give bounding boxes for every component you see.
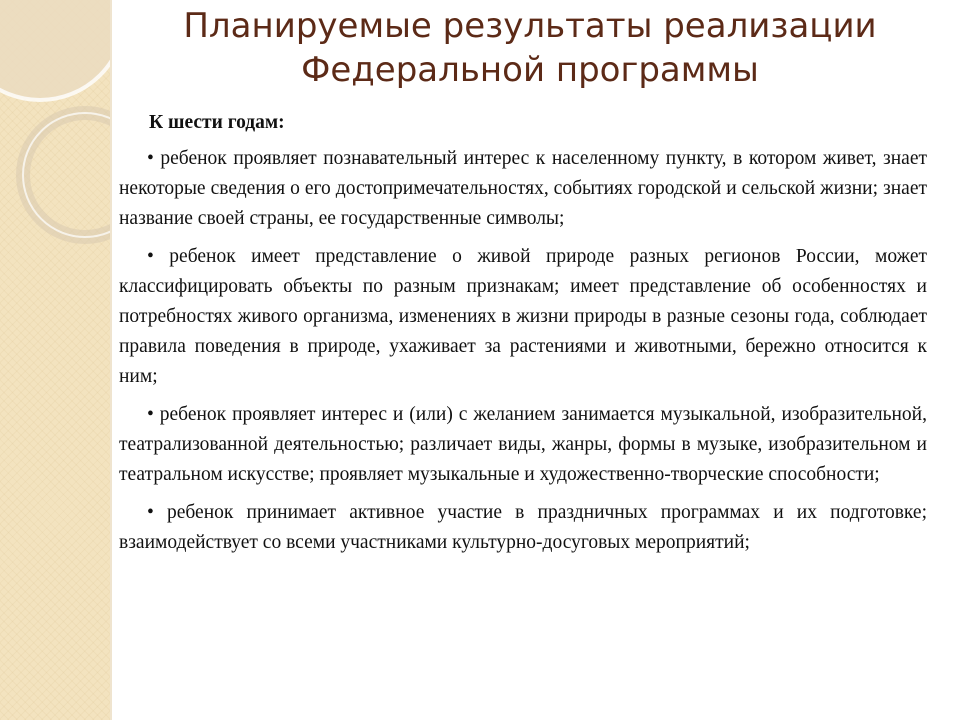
decorative-side-strip: [0, 0, 110, 720]
slide-content: [119, 108, 927, 566]
decorative-divider: [110, 0, 112, 720]
bullet-paragraph: • ребенок проявляет интерес и (или) с желанием занимается музыкальной, изобразительной, театрализованной деятельностью; различает виды, жанры, формы в музыке, изобразительном и театральном искусстве; проявляет музыкальные и художественно-творческие способности;: [119, 404, 927, 485]
slide-title: Планируемые результаты реализации Федеральной программы: [183, 6, 877, 90]
bullet-paragraph: • ребенок принимает активное участие в праздничных программах и их подготовке; взаимодействует со всеми участниками культурно-досуговых мероприятий;: [119, 502, 927, 553]
decorative-circles-icon: [0, 0, 110, 720]
bullet-paragraph: • ребенок имеет представление о живой природе разных регионов России, может классифицировать объекты по разным признакам; имеет представление об особенностях и потребностях живого организма, изменениях в жизни природы в разные сезоны года, соблюдает правила поведения в природе, ухаживает за растениями и животными, бережно относится к ним;: [119, 246, 927, 387]
bullet-paragraph: • ребенок проявляет познавательный интерес к населенному пункту, в котором живет, знает некоторые сведения о его достопримечательностях, событиях городской и сельской жизни; знает название своей страны, ее государственные символы;: [119, 148, 927, 229]
section-heading: К шести годам:: [149, 112, 285, 133]
